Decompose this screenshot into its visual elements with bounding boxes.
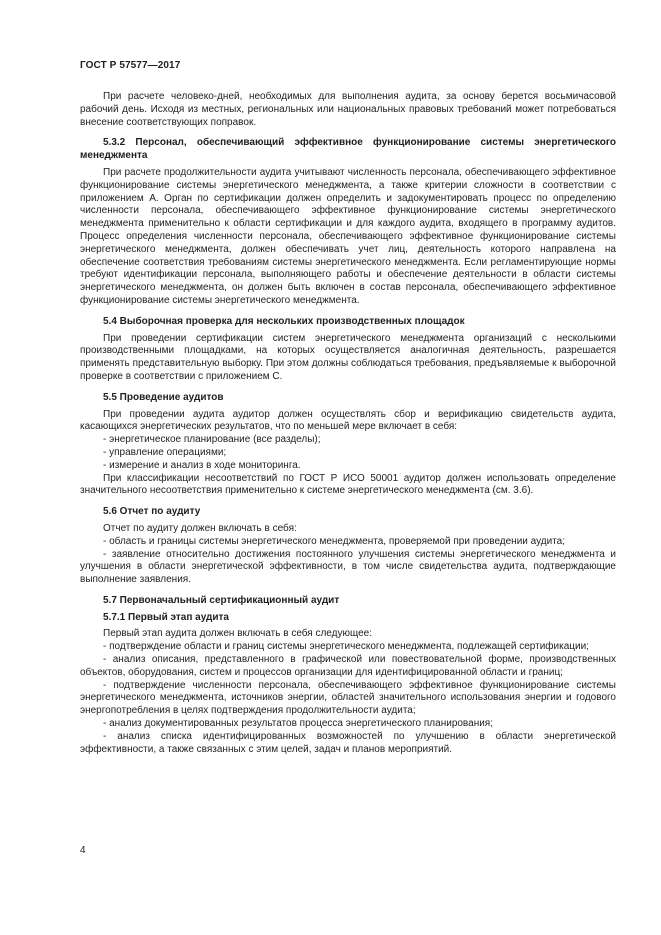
list-item: - анализ списка идентифицированных возможностей по улучшению в области энергетической эффективности, а также связанных с этим целей, задач и планов мероприятий. <box>80 730 616 755</box>
list-item: - энергетическое планирование (все разделы); <box>103 434 321 446</box>
page-number: 4 <box>80 845 86 856</box>
list-item: - измерение и анализ в ходе мониторинга. <box>103 459 301 471</box>
list-item: - анализ описания, представленного в графической или повествовательной форме, производственных объектов, оборудования, систем и процессов организации для идентифицированной области и границ; <box>80 654 616 678</box>
list-item: - подтверждение численности персонала, обеспечивающего эффективное функционирование системы энергетического менеджмента, источников энергии, областей значительного использования энергии и годового энергопотребления в целях подтверждения продолжительности аудита; <box>80 679 616 717</box>
section-5-7-title: 5.7 Первоначальный сертификационный аудит <box>103 594 340 606</box>
intro-paragraph: При расчете человеко-дней, необходимых для выполнения аудита, за основу берется восьмичасовой рабочий день. Исходя из местных, региональных или национальных правовых требований может потребоваться внесение соответствующих поправок. <box>80 91 616 128</box>
section-5-7-1-text: Первый этап аудита должен включать в себя следующее: <box>103 628 372 640</box>
section-5-6-title: 5.6 Отчет по аудиту <box>103 506 201 518</box>
list-item: - управление операциями; <box>103 446 227 458</box>
section-5-3-2-title: 5.3.2 Персонал, обеспечивающий эффективное функционирование системы энергетического менеджмента <box>80 137 616 162</box>
list-item: - область и границы системы энергетического менеджмента, проверяемой при проведении аудита; <box>103 535 565 547</box>
section-5-5-text: При проведении аудита аудитор должен осуществлять сбор и верификацию свидетельств аудита, касающихся энергетических результатов, что по меньшей мере включает в себя: <box>80 408 616 433</box>
section-5-4-text: При проведении сертификации систем энергетического менеджмента организаций с несколькими производственными площадками, на которых осуществляется аналогичная деятельность, разрешается применять представительную выборку. При этом должны соблюдаться требования, предъявляемые к выборочной проверке в соответствии с приложением С. <box>80 332 616 382</box>
page-content <box>80 91 616 756</box>
list-item: - анализ документированных результатов процесса энергетического планирования; <box>103 718 493 730</box>
section-5-7-1-title: 5.7.1 Первый этап аудита <box>103 611 229 623</box>
list-item: - заявление относительно достижения постоянного улучшения системы энергетического менеджмента и улучшения в области энергетической эффективности, в том числе свидетельства аудита, подтверждающие выполнение заявления. <box>80 548 616 586</box>
section-5-5-text-2: При классификации несоответствий по ГОСТ Р ИСО 50001 аудитор должен использовать определение значительного несоответствия применительно к системе энергетического менеджмента (см. 3.6). <box>80 472 616 497</box>
list-item: - подтверждение области и границ системы энергетического менеджмента, подлежащей сертификации; <box>103 641 589 653</box>
section-5-4-title: 5.4 Выборочная проверка для нескольких производственных площадок <box>103 315 465 327</box>
section-5-3-2-text: При расчете продолжительности аудита учитывают численность персонала, обеспечивающего эффективное функционирование системы энергетического менеджмента, а также критерии сложности в соответствии с приложением А. Орган по сертификации должен определить и задокументировать процесс по определению численности персонала, обеспечивающего эффективное функционирование системы энергетического менеджмента применительно к области сертификации и для каждого аудита, входящего в программу аудитов. Процесс определения численности персонала, обеспечивающего эффективное функционирование системы энергетического менеджмента, должен обеспечивать учет лиц, деятельность которого направлена на обеспечение соответствия требованиям системы энергетического менеджмента. Если регламентирующие нормы требуют идентификации персонала, выполняющего работы и обеспечение деятельности в области системы энергетического менеджмента, он должен быть включен в состав персонала, обеспечивающего эффективное функционирование системы энергетического менеджмента. <box>80 166 616 306</box>
section-5-6-text: Отчет по аудиту должен включать в себя: <box>103 522 297 534</box>
standard-header: ГОСТ Р 57577—2017 <box>80 60 181 71</box>
section-5-5-title: 5.5 Проведение аудитов <box>103 391 224 403</box>
